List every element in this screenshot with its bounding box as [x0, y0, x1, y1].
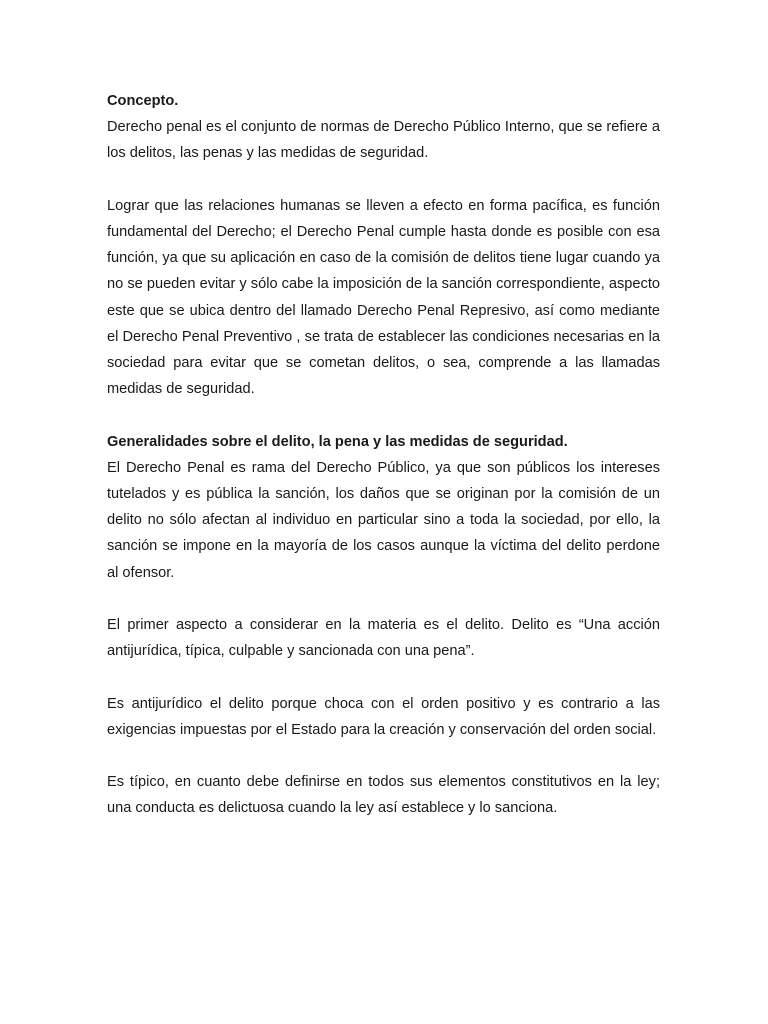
section-heading-concepto: Concepto. [107, 93, 179, 109]
paragraph-delito: El primer aspecto a considerar en la materia es el delito. Delito es “Una acción antijurídica, típica, culpable y sancionada con una pena”. [107, 617, 660, 660]
paragraph-funcion: Lograr que las relaciones humanas se lleven a efecto en forma pacífica, es función fundamental del Derecho; el Derecho Penal cumple hasta donde es posible con esa función, ya que su aplicación en caso de la comisión de delitos tiene lugar cuando ya no se pueden evitar y sólo cabe la imposición de la sanción correspondiente, aspecto este que se ubica dentro del llamado Derecho Penal Represivo, así como mediante el Derecho Penal Preventivo , se trata de establecer las condiciones necesarias en la sociedad para evitar que se cometan delitos, o sea, comprende a las llamadas medidas de seguridad. [107, 197, 660, 398]
paragraph-antijuridico: Es antijurídico el delito porque choca con el orden positivo y es contrario a las exigencias impuestas por el Estado para la creación y conservación del orden social. [107, 695, 660, 738]
section-heading-generalidades: Generalidades sobre el delito, la pena y las medidas de seguridad. [107, 433, 568, 450]
document-body [107, 88, 660, 848]
paragraph-rama-publica: El Derecho Penal es rama del Derecho Público, ya que son públicos los intereses tutelados y es pública la sanción, los daños que se originan por la comisión de un delito no sólo afectan al individuo en particular sino a toda la sociedad, por ello, la sanción se impone en la mayoría de los casos aunque la víctima del delito perdone al ofensor. [107, 459, 660, 581]
paragraph-definicion: Derecho penal es el conjunto de normas de Derecho Público Interno, que se refiere a los delitos, las penas y las medidas de seguridad. [107, 119, 660, 162]
paragraph-tipico: Es típico, en cuanto debe definirse en todos sus elementos constitutivos en la ley; una conducta es delictuosa cuando la ley así establece y lo sanciona. [107, 774, 660, 817]
